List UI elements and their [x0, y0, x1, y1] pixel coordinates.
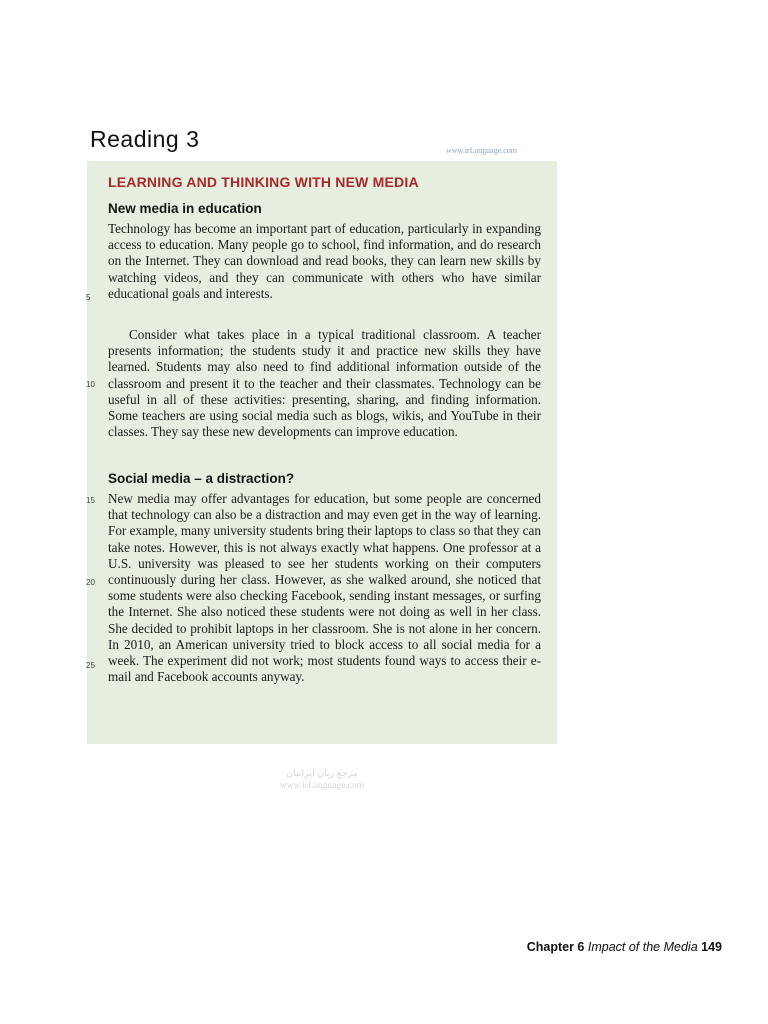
page-footer [527, 940, 722, 954]
line-number: 20 [86, 578, 95, 587]
reading-title: Reading 3 [90, 126, 200, 152]
paragraph-1: Technology has become an important part of education, particularly in expanding access to education. Many people go to school, find information, and do research on the Internet. They can download and read books, they can learn new skills by watching videos, and they can communicate with others who have similar educational goals and interests. [108, 221, 541, 301]
line-number: 10 [86, 380, 95, 389]
page-number: 149 [701, 940, 722, 954]
chapter-title: Impact of the Media [587, 940, 698, 954]
watermark-bottom-line2: www.irLanguage.com [279, 781, 365, 791]
line-number: 5 [86, 293, 91, 302]
line-number: 25 [86, 661, 95, 670]
watermark-top: www.irLanguage.com [446, 146, 518, 155]
watermark-bottom [252, 768, 392, 792]
subheading-social-media: Social media – a distraction? [108, 471, 295, 486]
section-title: LEARNING AND THINKING WITH NEW MEDIA [108, 174, 419, 190]
paragraph-2: Consider what takes place in a typical traditional classroom. A teacher presents information; the students study it and practice new skills they have learned. Students may also need to find additional information outside of the classroom and present it to the teacher and their classmates. Technology can be useful in all of these activities: presenting, sharing, and finding information. Some teachers are using social media such as blogs, wikis, and YouTube in their classes. They say these new developments can improve education. [108, 327, 541, 440]
paragraph-3: New media may offer advantages for education, but some people are concerned that technology can also be a distraction and may even get in the way of learning. For example, many university students bring their laptops to class so that they can take notes. However, this is not always exactly what happens. One professor at a U.S. university was pleased to see her students working on their computers continuously during her class. However, as she walked around, she noticed that some students were also checking Facebook, sending instant messages, or surfing the Internet. She also noticed these students were not doing as well in her class. She decided to prohibit laptops in her classroom. She is not alone in her concern. In 2010, an American university tried to block access to all social media for a week. The experiment did not work; most students found ways to access their e-mail and Facebook accounts anyway. [108, 491, 541, 685]
subheading-new-media: New media in education [108, 201, 262, 216]
chapter-label: Chapter 6 [526, 940, 585, 954]
watermark-bottom-line1: مرجع زبان ایرانیان [286, 769, 358, 779]
line-number: 15 [86, 496, 95, 505]
